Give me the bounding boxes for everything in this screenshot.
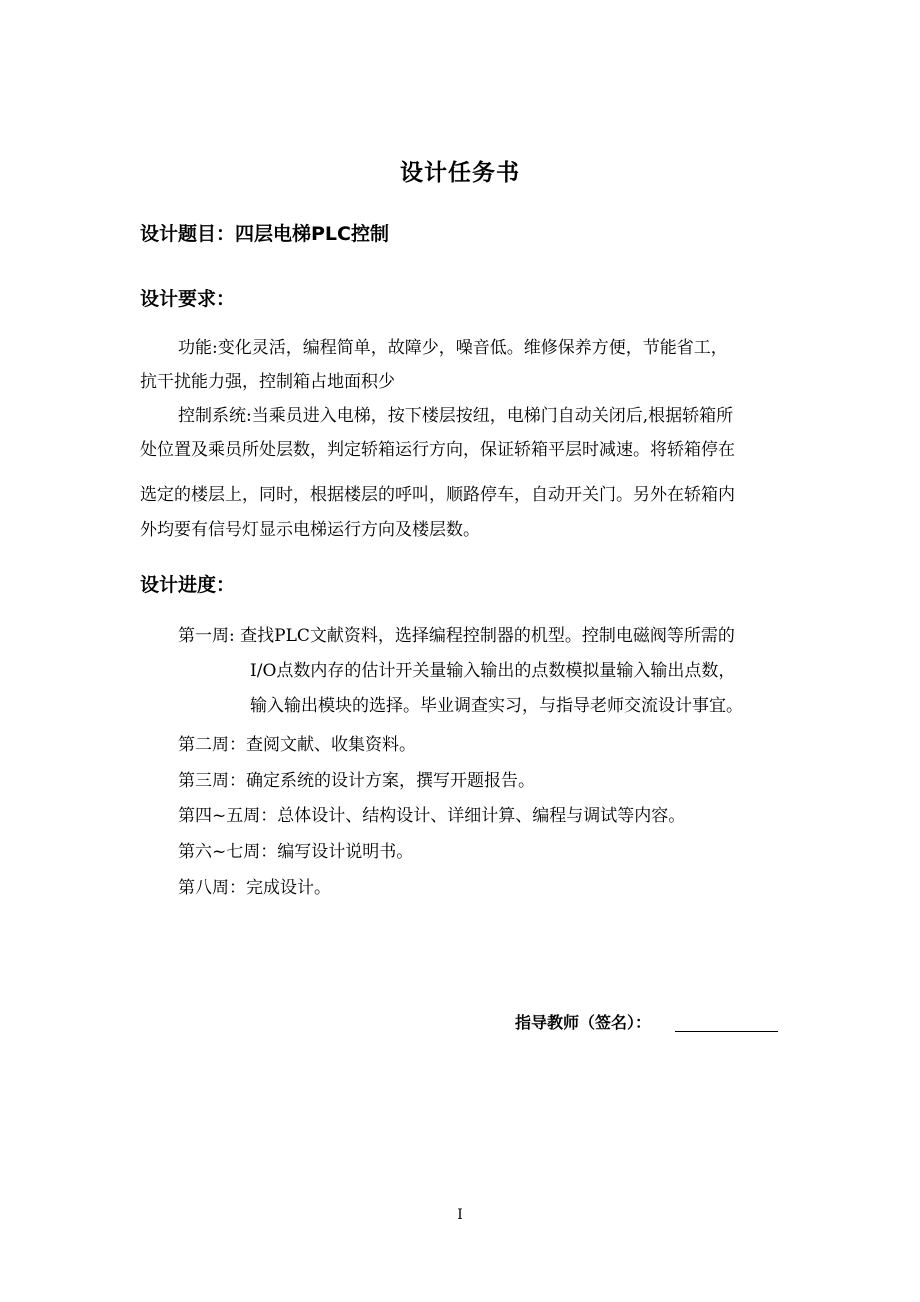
schedule-heading: 设计进度： [140, 574, 236, 596]
topic-heading: 设计题目：四层电梯PLC控制 [140, 223, 389, 245]
document-title: 设计任务书 [400, 160, 520, 186]
requirements-line: 功能:变化灵活，编程简单，故障少，噪音低。维修保养方便，节能省工， [178, 338, 728, 358]
requirements-heading: 设计要求： [140, 288, 236, 310]
schedule-line: I/O点数内存的估计开关量输入输出的点数模拟量输入输出点数， [250, 661, 736, 681]
schedule-line: 第一周: 查找PLC文献资料，选择编程控制器的机型。控制电磁阀等所需的 [178, 626, 735, 646]
schedule-line: 第四~五周：总体设计、结构设计、详细计算、编程与调试等内容。 [178, 806, 686, 826]
requirements-line: 选定的楼层上，同时，根据楼层的呼叫，顺路停车，自动开关门。另外在轿箱内 [140, 485, 735, 505]
schedule-line: 第三周：确定系统的设计方案，撰写开题报告。 [178, 771, 535, 791]
schedule-line: 输入输出模块的选择。毕业调查实习，与指导老师交流设计事宜。 [250, 696, 743, 716]
page-number: I [457, 1207, 463, 1223]
signature-line [675, 1031, 778, 1032]
requirements-line: 抗干扰能力强，控制箱占地面积少 [140, 372, 395, 392]
schedule-line: 第六~七周：编写设计说明书。 [178, 842, 414, 862]
requirements-line: 外均要有信号灯显示电梯运行方向及楼层数。 [140, 520, 480, 540]
requirements-line: 控制系统:当乘员进入电梯，按下楼层按纽，电梯门自动关闭后,根据轿箱所 [178, 406, 734, 426]
schedule-line: 第八周：完成设计。 [178, 878, 331, 898]
requirements-line: 处位置及乘员所处层数，判定轿箱运行方向，保证轿箱平层时减速。将轿箱停在 [140, 440, 735, 460]
signature-label: 指导教师（签名）： [515, 1013, 652, 1032]
schedule-line: 第二周：查阅文献、收集资料。 [178, 735, 416, 755]
